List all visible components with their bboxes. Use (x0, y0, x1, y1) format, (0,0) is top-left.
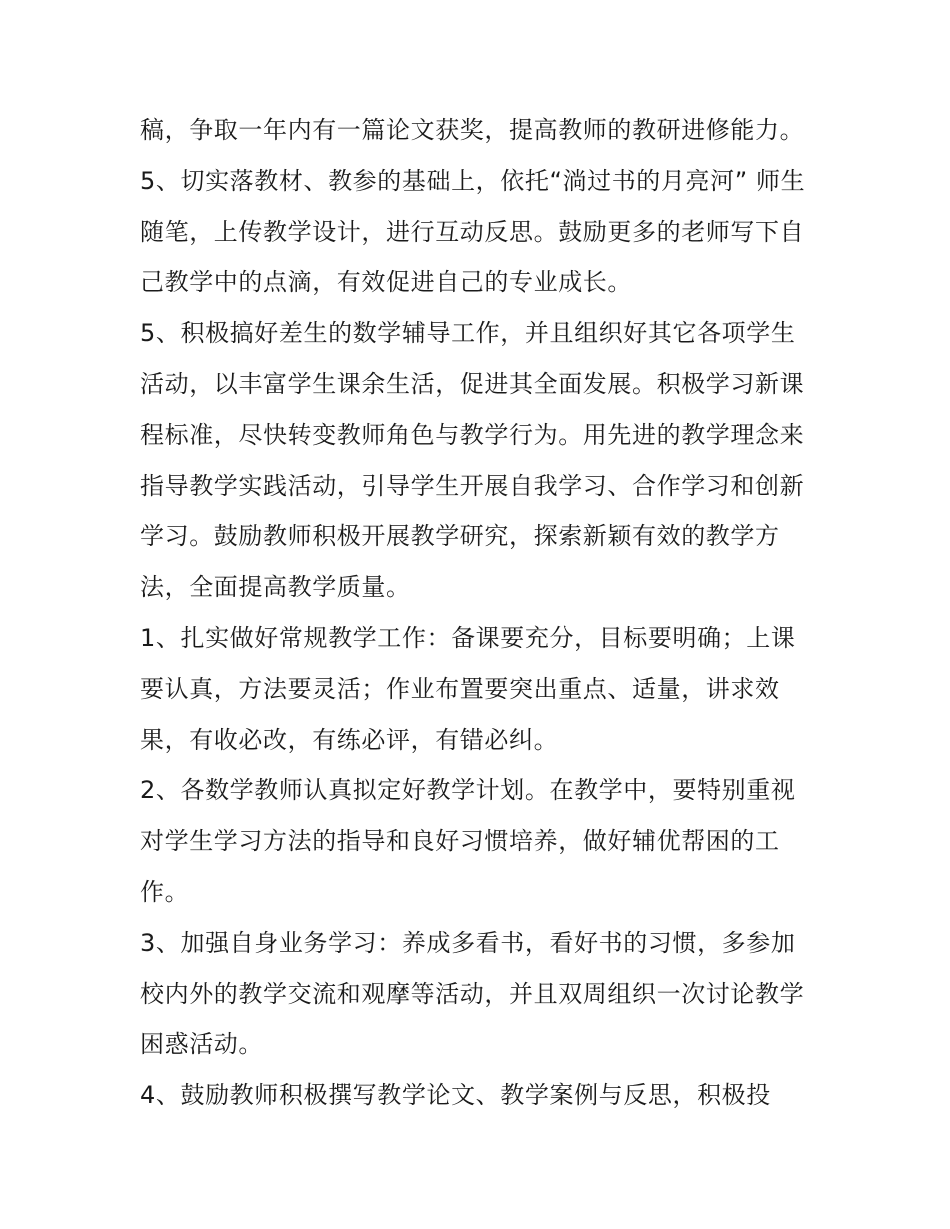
text-line: 5、切实落教材、教参的基础上，依托“淌过书的月亮河” 师生 (140, 166, 806, 195)
text-line: 3、加强自身业务学习：养成多看书，看好书的习惯，多参加 (140, 928, 796, 957)
text-line: 困惑活动。 (140, 1030, 263, 1059)
text-line: 4、鼓励教师积极撰写教学论文、教学案例与反思，积极投 (140, 1081, 771, 1110)
text-line: 对学生学习方法的指导和良好习惯培养，做好辅优帮困的工 (140, 827, 780, 856)
text-line: 指导教学实践活动，引导学生开展自我学习、合作学习和创新 (140, 471, 805, 500)
document-body (140, 105, 820, 1121)
text-line: 学习。鼓励教师积极开展教学研究，探索新颖有效的教学方 (140, 522, 780, 551)
text-line: 1、扎实做好常规教学工作：备课要充分，目标要明确；上课 (140, 623, 796, 652)
text-line: 己教学中的点滴，有效促进自己的专业成长。 (140, 268, 632, 297)
text-line: 校内外的教学交流和观摩等活动，并且双周组织一次讨论教学 (140, 979, 805, 1008)
text-line: 果，有收必改，有练必评，有错必纠。 (140, 725, 559, 754)
text-line: 法，全面提高教学质量。 (140, 573, 411, 602)
text-line: 程标准，尽快转变教师角色与教学行为。用先进的教学理念来 (140, 420, 805, 449)
text-line: 稿，争取一年内有一篇论文获奖，提高教师的教研进修能力。 (140, 116, 805, 144)
text-line: 活动，以丰富学生课余生活，促进其全面发展。积极学习新课 (140, 369, 805, 398)
text-line: 随笔，上传教学设计，进行互动反思。鼓励更多的老师写下自 (140, 217, 805, 246)
text-line: 5、积极搞好差生的数学辅导工作，并且组织好其它各项学生 (140, 319, 796, 348)
text-line: 要认真，方法要灵活；作业布置要突出重点、适量，讲求效 (140, 674, 780, 703)
text-line: 作。 (140, 877, 190, 906)
text-line: 2、各数学教师认真拟定好教学计划。在教学中，要特别重视 (140, 776, 796, 805)
